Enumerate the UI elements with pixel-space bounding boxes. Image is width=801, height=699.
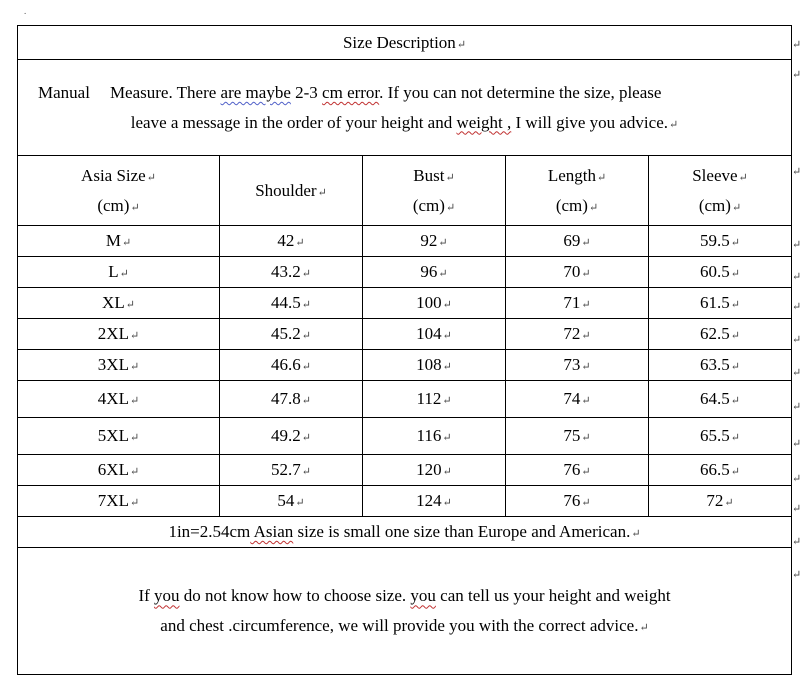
manual-line-2: leave a message in the order of your height and weight , I will give you advice.↵ (130, 112, 679, 132)
size-cell: L↵ (18, 257, 220, 288)
corner-mark: . (24, 6, 27, 16)
bust-cell: 104↵ (363, 319, 506, 350)
paragraph-mark-icon: ↵ (792, 334, 801, 346)
size-cell: 4XL↵ (18, 381, 220, 418)
shoulder-cell: 54↵ (220, 486, 363, 517)
length-cell: 73↵ (506, 350, 649, 381)
table-row (18, 455, 792, 486)
bust-cell: 116↵ (363, 418, 506, 455)
table-row (18, 288, 792, 319)
size-description-table (17, 25, 792, 675)
paragraph-mark-icon: ↵ (792, 569, 801, 581)
shoulder-cell: 44.5↵ (220, 288, 363, 319)
bust-cell: 120↵ (363, 455, 506, 486)
paragraph-mark-icon: ↵ (792, 473, 801, 485)
table-row (18, 381, 792, 418)
header-bust: Bust↵ (cm)↵ (363, 156, 506, 226)
advice-note: If you do not know how to choose size. you can tell us your height and weight and chest .circumference, we will provide you with the correct advice.↵ (18, 548, 792, 675)
shoulder-cell: 46.6↵ (220, 350, 363, 381)
paragraph-mark-icon: ↵ (792, 536, 801, 548)
sleeve-cell: 61.5↵ (649, 288, 792, 319)
shoulder-cell: 45.2↵ (220, 319, 363, 350)
header-sleeve: Sleeve↵ (cm)↵ (649, 156, 792, 226)
paragraph-mark-icon: ↵ (456, 38, 467, 51)
length-cell: 69↵ (506, 226, 649, 257)
sleeve-cell: 65.5↵ (649, 418, 792, 455)
size-cell: 6XL↵ (18, 455, 220, 486)
table-row (18, 226, 792, 257)
manual-line-1: Manual Measure. There are maybe 2-3 cm error. If you can not determine the size, please (38, 82, 662, 102)
bust-cell: 100↵ (363, 288, 506, 319)
length-cell: 71↵ (506, 288, 649, 319)
bust-cell: 112↵ (363, 381, 506, 418)
paragraph-mark-icon: ↵ (792, 367, 801, 379)
conversion-footer: 1in=2.54cm Asian size is small one size than Europe and American.↵ (18, 517, 792, 548)
sleeve-cell: 62.5↵ (649, 319, 792, 350)
paragraph-mark-icon: ↵ (792, 503, 801, 515)
header-asia-size: Asia Size↵ (cm)↵ (18, 156, 220, 226)
table-row (18, 418, 792, 455)
bust-cell: 92↵ (363, 226, 506, 257)
shoulder-cell: 42↵ (220, 226, 363, 257)
shoulder-cell: 49.2↵ (220, 418, 363, 455)
sleeve-cell: 72↵ (649, 486, 792, 517)
size-cell: 7XL↵ (18, 486, 220, 517)
table-row (18, 350, 792, 381)
paragraph-mark-icon: ↵ (792, 69, 801, 81)
paragraph-mark-icon: ↵ (792, 271, 801, 283)
size-cell: M↵ (18, 226, 220, 257)
length-cell: 76↵ (506, 486, 649, 517)
header-row (18, 156, 792, 226)
table-row (18, 319, 792, 350)
table-title-cell (18, 26, 792, 60)
table-row (18, 486, 792, 517)
length-cell: 72↵ (506, 319, 649, 350)
shoulder-cell: 47.8↵ (220, 381, 363, 418)
sleeve-cell: 64.5↵ (649, 381, 792, 418)
paragraph-mark-icon: ↵ (792, 239, 801, 251)
length-cell: 74↵ (506, 381, 649, 418)
paragraph-mark-icon: ↵ (669, 118, 679, 131)
shoulder-cell: 43.2↵ (220, 257, 363, 288)
bust-cell: 124↵ (363, 486, 506, 517)
size-cell: 3XL↵ (18, 350, 220, 381)
header-length: Length↵ (cm)↵ (506, 156, 649, 226)
paragraph-mark-icon: ↵ (792, 39, 801, 51)
paragraph-mark-icon: ↵ (792, 166, 801, 178)
paragraph-mark-icon: ↵ (792, 301, 801, 313)
sleeve-cell: 59.5↵ (649, 226, 792, 257)
sleeve-cell: 63.5↵ (649, 350, 792, 381)
manual-measure-note (18, 60, 792, 156)
length-cell: 75↵ (506, 418, 649, 455)
sleeve-cell: 66.5↵ (649, 455, 792, 486)
shoulder-cell: 52.7↵ (220, 455, 363, 486)
size-cell: XL↵ (18, 288, 220, 319)
table-title: Size Description (342, 32, 456, 52)
bust-cell: 96↵ (363, 257, 506, 288)
sleeve-cell: 60.5↵ (649, 257, 792, 288)
length-cell: 70↵ (506, 257, 649, 288)
length-cell: 76↵ (506, 455, 649, 486)
header-shoulder: Shoulder↵ (220, 156, 363, 226)
paragraph-mark-icon: ↵ (792, 438, 801, 450)
manual-word: Manual (38, 82, 90, 102)
bust-cell: 108↵ (363, 350, 506, 381)
table-row (18, 257, 792, 288)
size-cell: 5XL↵ (18, 418, 220, 455)
size-cell: 2XL↵ (18, 319, 220, 350)
paragraph-mark-icon: ↵ (792, 401, 801, 413)
